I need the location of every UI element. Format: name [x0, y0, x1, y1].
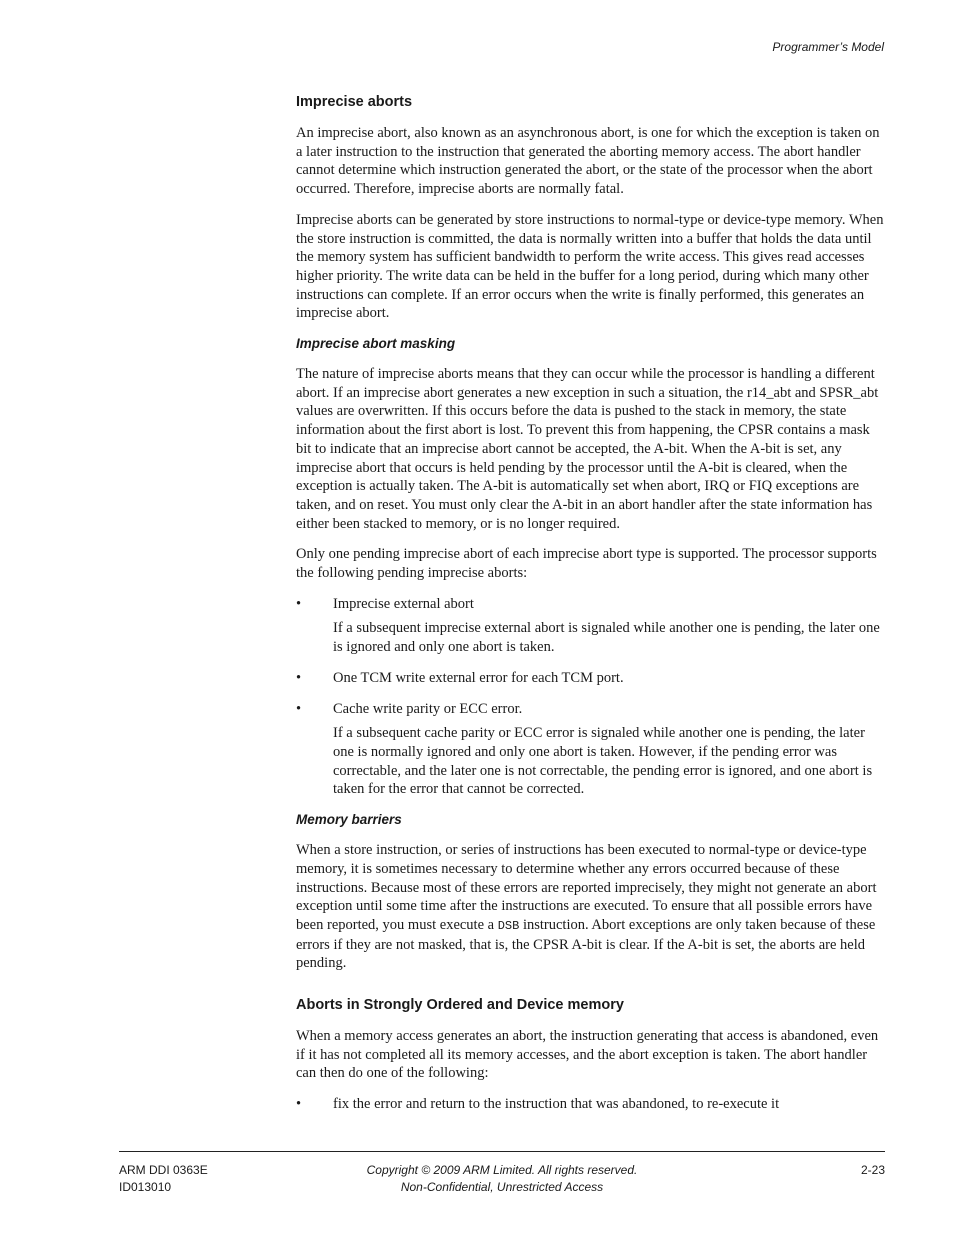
list-item [296, 595, 884, 657]
list-item-text: fix the error and return to the instruction that was abandoned, to re-execute it [333, 1096, 780, 1113]
list-item-text: Imprecise external abort [333, 595, 474, 612]
footer-doc-id: ARM DDI 0363E [119, 1163, 208, 1177]
bullet-mark: • [296, 669, 302, 686]
paragraph-masking-description: The nature of imprecise aborts means that they can occur while the processor is handling a different abort. If an imprecise abort generates a new exception in such a situation, the r14_abt and SPSR_abt values are overwritten. If this occurs before the data is pushed to the stack in memory, the state information about the first abort is lost. To prevent this from happening, the CPSR contains a mask bit to indicate that an imprecise abort cannot be accepted, the A-bit. When the A-bit is set, any imprecise abort that occurs is held pending by the processor until the A-bit is cleared, when the exception is actually taken. The A-bit is automatically set when abort, IRQ or FIQ exceptions are taken, and on reset. You must only clear the A-bit in an abort handler after the state information has either been stacked to memory, or is no longer required. [296, 366, 879, 532]
list-item-detail: If a subsequent cache parity or ECC error is signaled while another one is pending, the later one is normally ignored and only one abort is taken. However, if the pending error was correctable, and the later one is not correctable, the pending error is ignored, and one abort is taken for the error that cannot be corrected. [333, 725, 873, 798]
paragraph-pending-aborts-intro: Only one pending imprecise abort of each imprecise abort type is supported. The processor supports the following pending imprecise aborts: [296, 546, 877, 582]
bullet-mark: • [296, 1096, 302, 1113]
subheading-imprecise-abort-masking: Imprecise abort masking [296, 336, 456, 352]
paragraph-memory-barriers [296, 841, 884, 973]
footer-access: Non-Confidential, Unrestricted Access [400, 1180, 604, 1194]
list-item [296, 1095, 884, 1114]
subheading-memory-barriers: Memory barriers [296, 812, 402, 828]
pending-aborts-list [296, 595, 884, 799]
section-heading-strongly-ordered: Aborts in Strongly Ordered and Device memory [296, 997, 624, 1014]
footer-doc-rev: ID013010 [119, 1180, 172, 1194]
dsb-code: DSB [497, 918, 520, 933]
section-heading-imprecise-aborts: Imprecise aborts [296, 94, 413, 110]
list-item-text: Cache write parity or ECC error. [333, 700, 523, 717]
running-header-title: Programmer’s Model [772, 40, 884, 54]
footer-divider [119, 1151, 885, 1152]
list-item-detail: If a subsequent imprecise external abort is signaled while another one is pending, the later one is ignored and only one abort is taken. [333, 620, 880, 656]
footer-page-number: 2-23 [860, 1163, 885, 1177]
barriers-text-before: When a store instruction, or series of instructions has been executed to normal-type or device-type memory, it is sometimes necessary to determine whether any errors occurred because of these instructions. Because most of these errors are reported imprecisely, they might not generate an abort exception until some time after the instructions are executed. To ensure that all possible errors have been reported, you must execute a [296, 842, 877, 933]
paragraph-imprecise-abort-definition: An imprecise abort, also known as an asynchronous abort, is one for which the exception is taken on a later instruction to the instruction that generated the aborting memory access. The abort handler cannot determine which instruction generated the abort, or the state of the processor when the abort occurred. Therefore, imprecise aborts are normally fatal. [296, 125, 880, 198]
footer-copyright: Copyright © 2009 ARM Limited. All rights reserved. [366, 1163, 638, 1177]
paragraph-imprecise-abort-generation: Imprecise aborts can be generated by store instructions to normal-type or device-type memory. When the store instruction is committed, the data is normally written into a buffer that holds the data until the memory system has sufficient bandwidth to perform the write access. This gives read accesses higher priority. The write data can be held in the buffer for a long period, during which many other instructions can complete. If an error occurs when the write is finally performed, this generates an imprecise abort. [296, 211, 884, 322]
footer-notice [119, 1162, 885, 1196]
list-item [296, 669, 884, 688]
list-item-text: One TCM write external error for each TCM port. [333, 669, 624, 686]
barriers-text-after: instruction. Abort exceptions are only taken because of these errors if they are not masked, that is, the CPSR A-bit is clear. If the A-bit is set, the aborts are held pending. [296, 916, 876, 972]
page-footer [119, 1162, 885, 1202]
abort-handler-options-list [296, 1095, 884, 1114]
list-item [296, 700, 884, 800]
bullet-mark: • [296, 700, 302, 717]
paragraph-strongly-ordered-intro: When a memory access generates an abort, the instruction generating that access is abandoned, even if it has not completed all its memory accesses, and the abort exception is taken. The abort handler can then do one of the following: [296, 1028, 879, 1082]
page-content [296, 92, 884, 1126]
bullet-mark: • [296, 595, 302, 612]
